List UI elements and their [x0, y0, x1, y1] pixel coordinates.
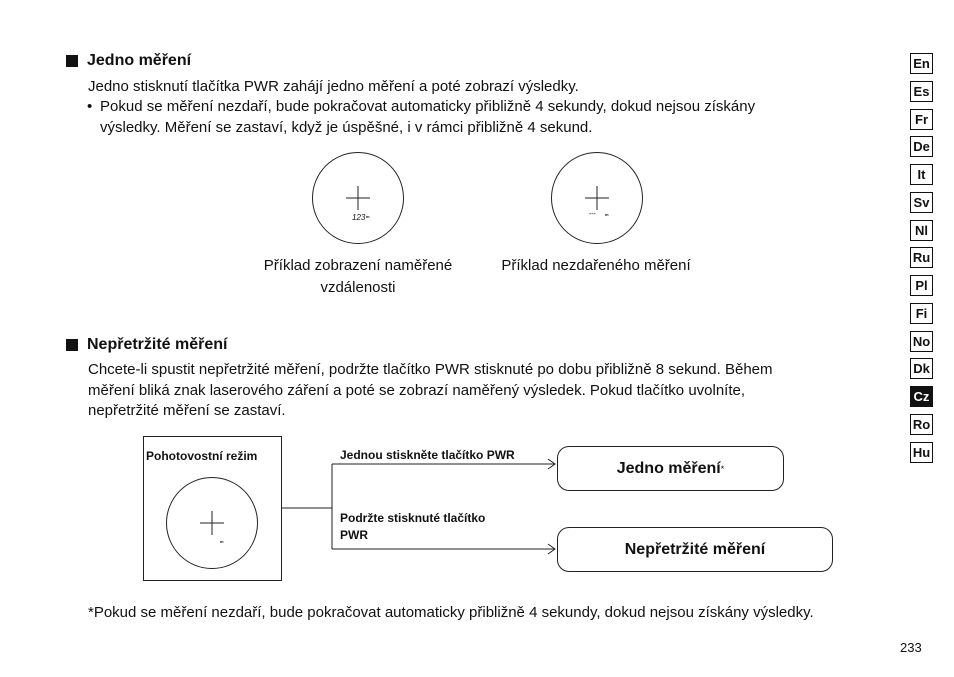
language-tab-no[interactable]: No: [910, 331, 933, 352]
branch-arrows: [280, 455, 565, 560]
language-tab-en[interactable]: En: [910, 53, 933, 74]
section2-line2: měření bliká znak laserového záření a poté se zobrazí naměřený výsledek. Pokud tlačítko uvolníte,: [88, 381, 746, 399]
display-unit: m: [366, 214, 370, 219]
caption-success-line2: vzdálenosti: [320, 279, 396, 296]
display-success-example: [312, 152, 404, 244]
language-tab-ru[interactable]: Ru: [910, 247, 933, 268]
language-tab-pl[interactable]: Pl: [910, 275, 933, 296]
section1-heading: [66, 52, 191, 70]
caption-success: [238, 255, 478, 299]
heading-square-icon: [66, 55, 78, 67]
language-tab-it[interactable]: It: [910, 164, 933, 185]
page-number: 233: [900, 640, 922, 655]
display-unit: m: [605, 212, 609, 217]
section2-line1: Chcete-li spustit nepřetržité měření, podržte tlačítko PWR stisknuté po dobu přibližně 8 sekund. Během: [88, 361, 773, 378]
section2-line3: nepřetržité měření se zastaví.: [88, 402, 286, 419]
section1-intro: Jedno stisknutí tlačítka PWR zahájí jedno měření a poté zobrazí výsledky.: [88, 78, 579, 95]
continuous-measurement-box: [557, 527, 833, 572]
section1-heading-text: Jedno měření: [87, 52, 192, 69]
arrow2-label: [340, 510, 485, 544]
language-tab-nl[interactable]: Nl: [910, 220, 933, 241]
language-tab-es[interactable]: Es: [910, 81, 933, 102]
arrow1-label: Jednou stiskněte tlačítko PWR: [340, 448, 515, 462]
display-value: 123: [352, 213, 366, 222]
arrow2-label-line2: PWR: [340, 528, 368, 542]
section2-body: [88, 360, 888, 422]
language-tab-fi[interactable]: Fi: [910, 303, 933, 324]
section2-heading-text: Nepřetržité měření: [87, 336, 228, 353]
section1-bullet-line2: výsledky. Měření se zastaví, když je úspěšné, i v rámci přibližně 4 sekund.: [100, 118, 593, 136]
display-fail-example: [551, 152, 643, 244]
display-value: - - -: [589, 211, 595, 218]
language-tab-fr[interactable]: Fr: [910, 109, 933, 130]
crosshair-icon: [312, 152, 404, 244]
bullet-icon: •: [87, 98, 93, 115]
section1-bullet: [87, 97, 887, 138]
arrow2-label-line1: Podržte stisknuté tlačítko: [340, 511, 486, 525]
section2-heading: [66, 336, 228, 354]
language-tab-sv[interactable]: Sv: [910, 192, 933, 213]
section1-bullet-line1: Pokud se měření nezdaří, bude pokračovat automaticky přibližně 4 sekundy, dokud nejsou získány: [100, 98, 756, 115]
display-unit: m: [220, 539, 224, 544]
crosshair-icon: [551, 152, 643, 244]
language-tab-cz[interactable]: Cz: [910, 386, 933, 407]
language-tab-dk[interactable]: Dk: [910, 358, 933, 379]
crosshair-icon: [166, 477, 258, 569]
caption-fail: Příklad nezdařeného měření: [501, 257, 691, 274]
standby-label: Pohotovostní režim: [146, 449, 258, 463]
caption-success-line1: Příklad zobrazení naměřené: [263, 257, 453, 274]
language-tab-hu[interactable]: Hu: [910, 442, 933, 463]
standby-box: [143, 436, 282, 581]
continuous-measurement-label: Nepřetržité měření: [624, 540, 766, 558]
footnote: *Pokud se měření nezdaří, bude pokračovat automaticky přibližně 4 sekundy, dokud nejsou získány výsledky.: [88, 604, 814, 621]
language-tab-de[interactable]: De: [910, 136, 933, 157]
heading-square-icon: [66, 339, 78, 351]
footnote-mark: *: [720, 463, 725, 474]
single-measurement-label: Jedno měření: [616, 459, 721, 477]
single-measurement-box: [557, 446, 784, 491]
language-tab-ro[interactable]: Ro: [910, 414, 933, 435]
display-standby: [166, 477, 258, 569]
